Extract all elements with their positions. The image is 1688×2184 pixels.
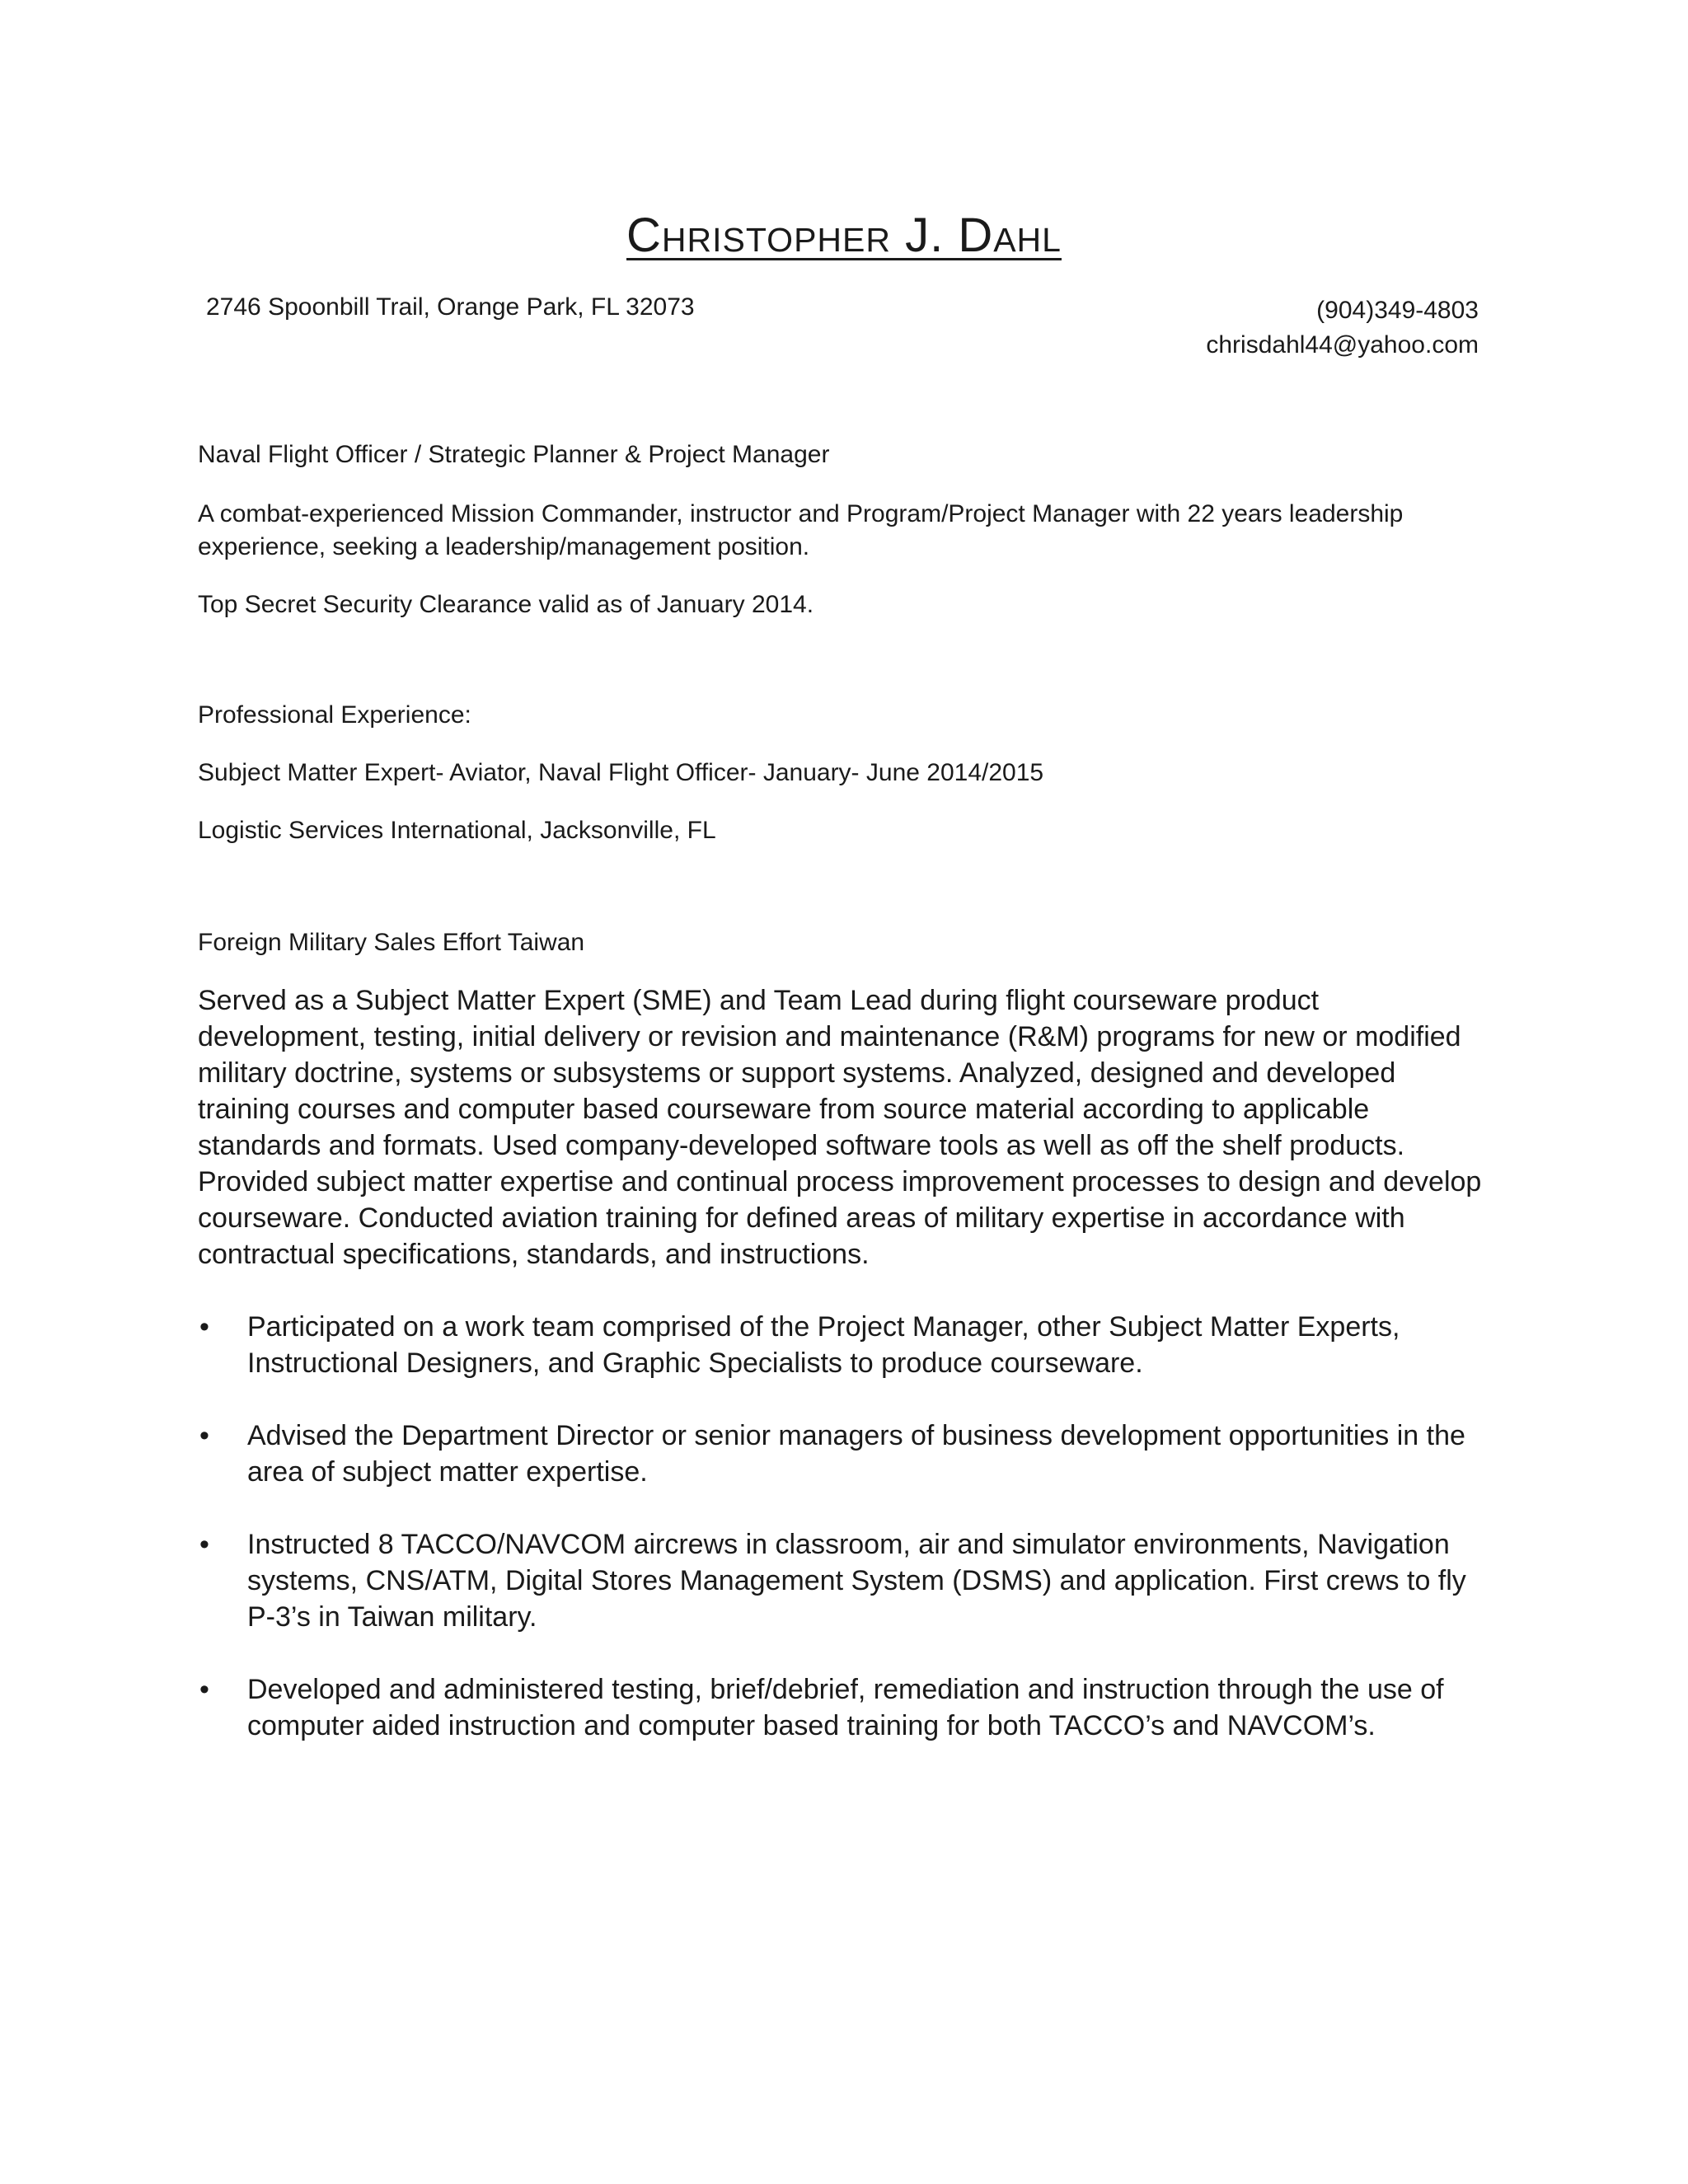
list-item [198,1309,1492,1381]
company: Logistic Services International, Jacksonville, FL [198,817,716,844]
bullet-icon: • [199,1674,209,1705]
description: Served as a Subject Matter Expert (SME) and Team Lead during flight courseware product development, testing, initial delivery or revision and maintenance (R&M) programs for new or modified military doctrine, systems or subsystems or support systems. Analyzed, designed and developed training courses and computer based courseware from source material according to applicable standards and formats. Used company-developed software tools as well as off the shelf products. Provided subject matter expertise and continual process improvement processes to design and develop courseware. Conducted aviation training for defined areas of military expertise in accordance with contractual specifications, standards, and instructions. [198,985,1482,1270]
bullet-text: Developed and administered testing, brief/debrief, remediation and instruction through the use of computer aided instruction and computer based training for both TACCO’s and NAVCOM’s. [247,1674,1444,1741]
title-line: Naval Flight Officer / Strategic Planner & Project Manager [198,441,830,468]
email: chrisdahl44@yahoo.com [1206,331,1479,359]
bullet-list [198,1309,1492,1780]
project: Foreign Military Sales Effort Taiwan [198,929,585,956]
address: 2746 Spoonbill Trail, Orange Park, FL 32073 [206,293,695,321]
list-item [198,1418,1492,1490]
bullet-icon: • [199,1311,209,1343]
bullet-text: Advised the Department Director or senior managers of business development opportunities in the area of subject matter expertise. [247,1420,1465,1488]
bullet-text: Instructed 8 TACCO/NAVCOM aircrews in classroom, air and simulator environments, Navigation systems, CNS/ATM, Digital Stores Management System (DSMS) and application. First crews to fly P-3’s in Taiwan military. [247,1529,1466,1633]
objective: A combat-experienced Mission Commander, instructor and Program/Project Manager with 22 years leadership experience, seeking a leadership/management position. [198,500,1404,560]
resume-name [0,208,1688,263]
list-item [198,1671,1492,1744]
name-text: Christopher J. Dahl [626,209,1062,262]
clearance: Top Secret Security Clearance valid as of January 2014. [198,591,814,618]
contact-info [1206,293,1479,363]
phone: (904)349-4803 [1316,297,1479,324]
bullet-icon: • [199,1420,209,1451]
role: Subject Matter Expert- Aviator, Naval Flight Officer- January- June 2014/2015 [198,759,1044,786]
list-item [198,1526,1492,1635]
bullet-text: Participated on a work team comprised of the Project Manager, other Subject Matter Experts, Instructional Designers, and Graphic Specialists to produce courseware. [247,1311,1400,1379]
bullet-icon: • [199,1529,209,1560]
experience-heading: Professional Experience: [198,701,471,729]
